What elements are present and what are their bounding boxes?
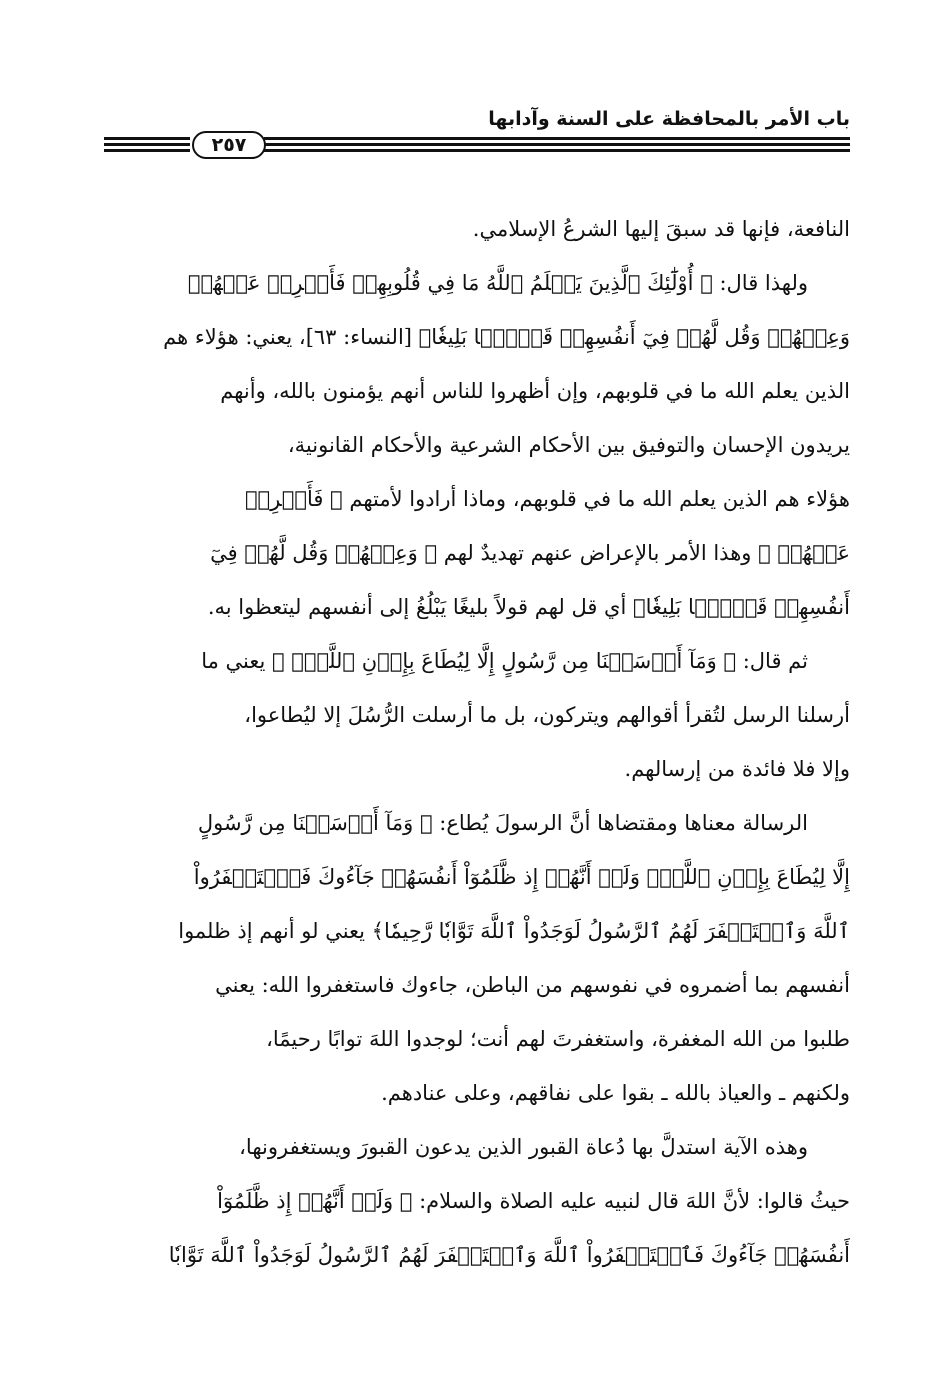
text-line: أَنفُسَهُمۡ جَآءُوكَ فَٱسۡتَغۡفَرُواْ ٱللَّهَ وَٱسۡتَغۡفَرَ لَهُمُ ٱلرَّسُولُ لَوَجَدُواْ ٱللَّهَ تَوَّابٗا — [168, 1243, 850, 1267]
text-line: النافعة، فإنها قد سبقَ إليها الشرعُ الإسلامي. — [472, 217, 850, 241]
text-line: وإلا فلا فائدة من إرسالهم. — [624, 757, 850, 781]
text-line: يريدون الإحسان والتوفيق بين الأحكام الشرعية والأحكام القانونية، — [287, 433, 850, 457]
header-rule-left-1 — [104, 137, 190, 140]
text-line: إِلَّا لِيُطَاعَ بِإِذۡنِ ٱللَّهِۚ وَلَوۡ أَنَّهُمۡ إِذ ظَّلَمُوٓاْ أَنفُسَهُمۡ جَآءُوكَ فَٱسۡتَغۡفَرُواْ — [193, 865, 850, 889]
header-rule-left-3 — [104, 149, 190, 152]
page-number: ٢٥٧ — [192, 131, 266, 159]
text-line: ولهذا قال: ﴿ أُوْلَٰٓئِكَ ٱلَّذِينَ يَعۡلَمُ ٱللَّهُ مَا فِي قُلُوبِهِمۡ فَأَعۡرِضۡ عَنۡهُمۡ — [187, 271, 808, 295]
text-line: ثم قال: ﴿ وَمَآ أَرۡسَلۡنَا مِن رَّسُولٍ إِلَّا لِيُطَاعَ بِإِذۡنِ ٱللَّهِۚ ﴾ يعني ما — [201, 649, 808, 673]
text-line: الذين يعلم الله ما في قلوبهم، وإن أظهروا للناس أنهم يؤمنون بالله، وأنهم — [220, 379, 850, 403]
text-line: أَنفُسِهِمۡ قَوۡلَۢا بَلِيغٗا﴾ أي قل لهم قولاً بليغًا يَبْلُغُ إلى أنفسهم ليتعظوا به. — [207, 595, 850, 619]
text-line: الرسالة معناها ومقتضاها أنَّ الرسولَ يُطاع: ﴿ وَمَآ أَرۡسَلۡنَا مِن رَّسُولٍ — [197, 811, 808, 835]
text-line: ٱللَّهَ وَٱسۡتَغۡفَرَ لَهُمُ ٱلرَّسُولُ لَوَجَدُواْ ٱللَّهَ تَوَّابٗا رَّحِيمٗا﴾ يعني لو أنهم إذ ظلموا — [178, 919, 850, 943]
text-line: وهذه الآية استدلَّ بها دُعاة القبور الذين يدعون القبورَ ويستغفرونها، — [239, 1135, 808, 1159]
running-title: باب الأمر بالمحافظة على السنة وآدابها — [488, 108, 850, 130]
text-line: حيثُ قالوا: لأنَّ اللهَ قال لنبيه عليه الصلاة والسلام: ﴿ وَلَوۡ أَنَّهُمۡ إِذ ظَّلَمُوٓاْ — [217, 1189, 850, 1213]
text-line: أنفسهم بما أضمروه في نفوسهم من الباطن، جاءوك فاستغفروا الله: يعني — [215, 973, 850, 997]
page-header — [104, 108, 850, 158]
text-line: وَعِظۡهُمۡ وَقُل لَّهُمۡ فِيٓ أَنفُسِهِمۡ قَوۡلَۢا بَلِيغٗا﴾ [النساء: ٦٣]، يعني: هؤلاء هم — [163, 325, 850, 349]
text-line: أرسلنا الرسل لتُقرأ أقوالهم ويتركون، بل ما أرسلت الرُّسُلَ إلا ليُطاعوا، — [244, 703, 850, 727]
header-rule-right-1 — [264, 137, 850, 140]
header-rule-left-2 — [104, 143, 190, 146]
text-line: هؤلاء هم الذين يعلم الله ما في قلوبهم، وماذا أرادوا لأمتهم ﴿ فَأَعۡرِضۡ — [244, 487, 850, 511]
header-rule-right-2 — [264, 143, 850, 146]
text-line: طلبوا من الله المغفرة، واستغفرتَ لهم أنت؛ لوجدوا اللهَ توابًا رحيمًا، — [266, 1027, 850, 1051]
text-line: ولكنهم ـ والعياذ بالله ـ بقوا على نفاقهم، وعلى عنادهم. — [381, 1081, 850, 1105]
text-line: عَنۡهُمۡ ﴾ وهذا الأمر بالإعراض عنهم تهديدٌ لهم ﴿ وَعِظۡهُمۡ وَقُل لَّهُمۡ فِيٓ — [210, 541, 850, 565]
body-text — [104, 202, 850, 1282]
header-rule-right-3 — [264, 149, 850, 152]
